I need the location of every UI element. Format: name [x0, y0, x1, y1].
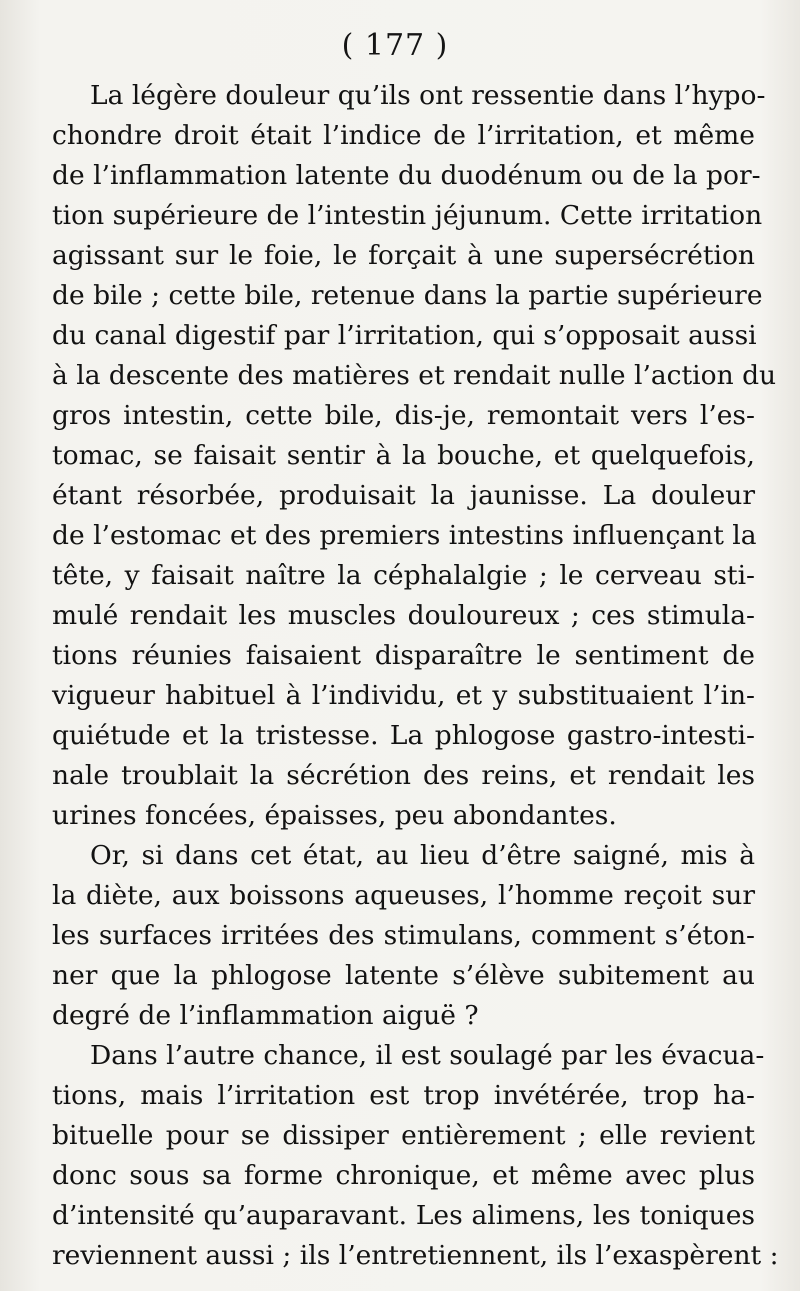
text-line: bituelle pour se dissiper entièrement ; elle revient [52, 1120, 755, 1151]
text-line: tions réunies faisaient disparaître le sentiment de [52, 640, 755, 671]
text-line: quiétude et la tristesse. La phlogose gastro-intesti- [52, 720, 755, 751]
text-line: à la descente des matières et rendait nulle l’action du [52, 360, 777, 391]
text-line: tions, mais l’irritation est trop invétérée, trop ha- [52, 1080, 755, 1111]
text-line: vigueur habituel à l’individu, et y substituaient l’in- [52, 680, 755, 711]
text-line: la diète, aux boissons aqueuses, l’homme reçoit sur [52, 880, 755, 911]
text-line: La légère douleur qu’ils ont ressentie dans l’hypo- [90, 80, 766, 111]
text-line: tomac, se faisait sentir à la bouche, et quelquefois, [52, 440, 755, 471]
text-line: mulé rendait les muscles douloureux ; ces stimula- [52, 600, 755, 631]
text-line: donc sous sa forme chronique, et même avec plus [52, 1160, 755, 1191]
text-line: ner que la phlogose latente s’élève subitement au [52, 960, 755, 991]
text-line: gros intestin, cette bile, dis-je, remontait vers l’es- [52, 400, 755, 431]
text-line: tête, y faisait naître la céphalalgie ; le cerveau sti- [52, 560, 755, 591]
text-line: du canal digestif par l’irritation, qui s’opposait aussi [52, 320, 757, 351]
text-line: d’intensité qu’auparavant. Les alimens, les toniques [52, 1200, 755, 1231]
text-line: de bile ; cette bile, retenue dans la partie supérieure [52, 280, 763, 311]
page-number: ( 177 ) [341, 28, 449, 63]
text-line: agissant sur le foie, le forçait à une supersécrétion [52, 240, 755, 271]
text-line: tion supérieure de l’intestin jéjunum. Cette irritation [52, 200, 763, 231]
text-line: nale troublait la sécrétion des reins, et rendait les [52, 760, 755, 791]
text-line: Or, si dans cet état, au lieu d’être saigné, mis à [90, 840, 755, 871]
text-line: reviennent aussi ; ils l’entretiennent, ils l’exaspèrent : [52, 1240, 779, 1271]
text-line: Dans l’autre chance, il est soulagé par les évacua- [90, 1040, 765, 1071]
text-line: urines foncées, épaisses, peu abondantes. [52, 800, 617, 831]
text-line: chondre droit était l’indice de l’irritation, et même [52, 120, 755, 151]
text-line: les surfaces irritées des stimulans, comment s’éton- [52, 920, 755, 951]
text-line: étant résorbée, produisait la jaunisse. La douleur [52, 480, 755, 511]
text-line: degré de l’inflammation aiguë ? [52, 1000, 479, 1031]
text-line: de l’estomac et des premiers intestins influençant la [52, 520, 757, 551]
text-line: de l’inflammation latente du duodénum ou de la por- [52, 160, 761, 191]
